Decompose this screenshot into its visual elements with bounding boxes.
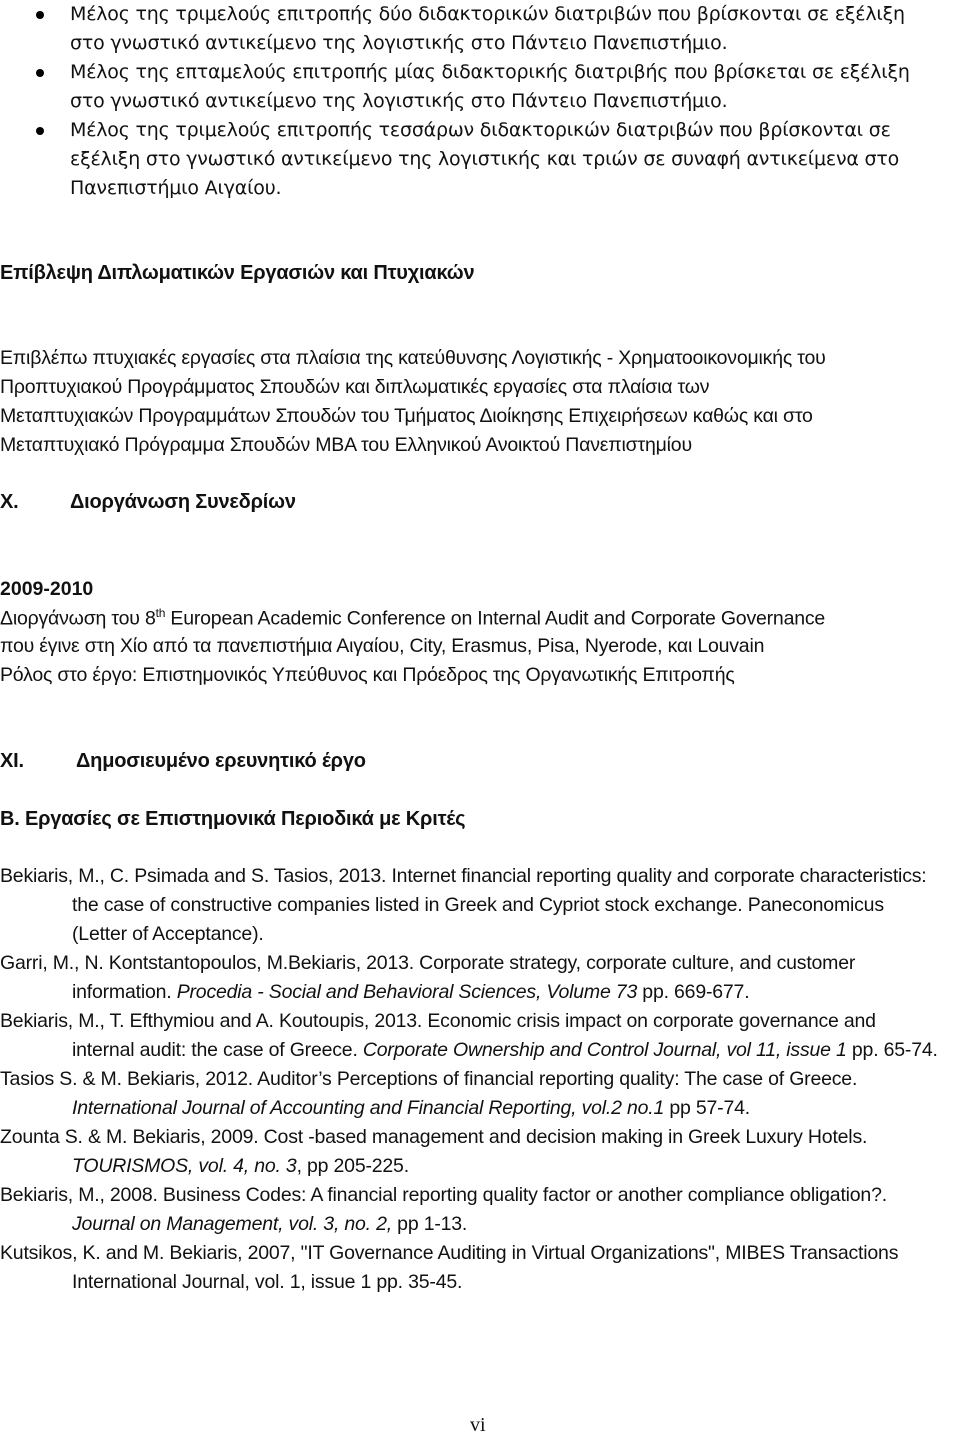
section-xi-heading [0, 750, 366, 773]
paragraph-line: Επιβλέπω πτυχιακές εργασίες στα πλαίσια της κατεύθυνσης Λογιστικής - Χρηματοοικονομικής του [0, 347, 826, 369]
bullet-item: Μέλος της τριμελούς επιτροπής τεσσάρων διδακτορικών διατριβών που βρίσκονται σε εξέλιξη στο γνωστικό αντικείμενο της λογιστικής και τριών σε συναφή αντικείμενα στο Πανεπιστήμιο Αιγαίου. [0, 116, 960, 203]
section-title: Διοργάνωση Συνεδρίων [70, 491, 296, 513]
reference-item: Bekiaris, M., C. Psimada and S. Tasios, 2013. Internet financial reporting quality and corporate characteristics: the case of constructive companies listed in Greek and Cypriot stock exchange. Paneconomicus (Letter of Acceptance). [0, 865, 927, 945]
supervision-paragraph [0, 344, 960, 460]
paragraph-line: Μεταπτυχιακό Πρόγραμμα Σπουδών MBA του Ελληνικού Ανοικτού Πανεπιστημίου [0, 434, 692, 456]
bullet-dot-icon [36, 11, 44, 19]
bullet-dot-icon [36, 127, 44, 135]
committee-bullet-list [0, 0, 960, 203]
subsection-b-heading: B. Εργασίες σε Επιστημονικά Περιοδικά με Κριτές [0, 808, 466, 830]
supervision-heading: Επίβλεψη Διπλωματικών Εργασιών και Πτυχιακών [0, 262, 475, 284]
reference-item: Tasios S. & M. Bekiaris, 2012. Auditor’s Perceptions of financial reporting quality: The case of Greece. International Journal of Accounting and Financial Reporting, vol.2 no.1 pp 57-74. [0, 1068, 858, 1119]
conference-role: Ρόλος στο έργο: Επιστημονικός Υπεύθυνος και Πρόεδρος της Οργανωτικής Επιτροπής [0, 664, 735, 686]
reference-item: Zounta S. & M. Bekiaris, 2009. Cost -based management and decision making in Greek Luxury Hotels. TOURISMOS, vol. 4, no. 3, pp 205-225. [0, 1126, 868, 1177]
bullet-item: Μέλος της τριμελούς επιτροπής δύο διδακτορικών διατριβών που βρίσκονται σε εξέλιξη στο γνωστικό αντικείμενο της λογιστικής στο Πάντειο Πανεπιστήμιο. [0, 0, 960, 58]
conference-line: Διοργάνωση του 8th European Academic Conference on Internal Audit and Corporate Governance [0, 606, 826, 630]
reference-item: Bekiaris, M., 2008. Business Codes: A financial reporting quality factor or another compliance obligation?. Journal on Management, vol. 3, no. 2, pp 1-13. [0, 1184, 887, 1235]
section-title: Δημοσιευμένο ερευνητικό έργο [76, 750, 366, 772]
section-x-heading [0, 491, 296, 514]
bullet-item: Μέλος της επταμελούς επιτροπής μίας διδακτορικής διατριβής που βρίσκεται σε εξέλιξη στο γνωστικό αντικείμενο της λογιστικής στο Πάντειο Πανεπιστήμιο. [0, 58, 960, 116]
section-number: XI. [0, 750, 24, 772]
section-number: X. [0, 491, 19, 513]
conference-year: 2009-2010 [0, 578, 94, 600]
references-list [0, 862, 960, 1297]
bullet-dot-icon [36, 69, 44, 77]
page-number: vi [470, 1414, 486, 1436]
paragraph-line: Προπτυχιακού Προγράμματος Σπουδών και διπλωματικές εργασίες στα πλαίσια των [0, 376, 710, 398]
reference-item: Garri, M., N. Kontstantopoulos, M.Bekiaris, 2013. Corporate strategy, corporate culture, and customer information. Procedia - Social and Behavioral Sciences, Volume 73 pp. 669-677. [0, 952, 856, 1003]
conference-line: που έγινε στη Χίο από τα πανεπιστήμια Αιγαίου, City, Erasmus, Pisa, Nyerode, και Louvain [0, 635, 765, 657]
reference-item: Kutsikos, K. and M. Bekiaris, 2007, "IT Governance Auditing in Virtual Organizations", MIBES Transactions International Journal, vol. 1, issue 1 pp. 35-45. [0, 1242, 899, 1293]
reference-item: Bekiaris, M., T. Efthymiou and A. Koutoupis, 2013. Economic crisis impact on corporate governance and internal audit: the case of Greece. Corporate Ownership and Control Journal, vol 11, issue 1 pp. 65-74. [0, 1010, 938, 1061]
paragraph-line: Μεταπτυχιακών Προγραμμάτων Σπουδών του Τμήματος Διοίκησης Επιχειρήσεων καθώς και στο [0, 405, 813, 427]
